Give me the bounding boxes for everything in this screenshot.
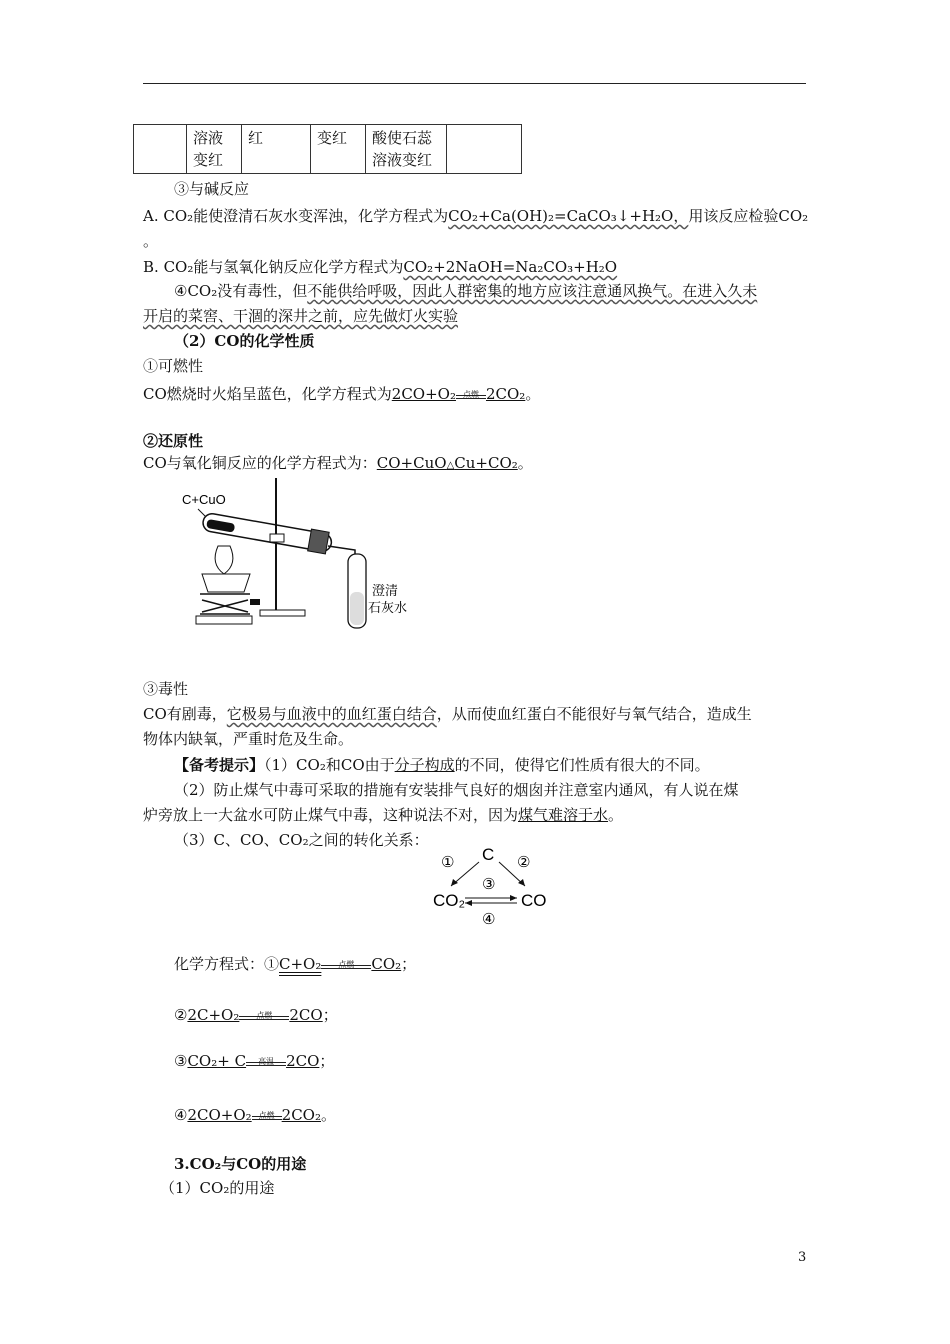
table-cell [447, 125, 522, 174]
lab-jack [200, 594, 250, 614]
table-cell: 变红 [311, 125, 366, 174]
heading-reducibility: ②还原性 [143, 432, 204, 450]
equation-1: 化学方程式：①C+O₂ 点燃 CO₂； [174, 955, 417, 973]
paragraph-toxicity-2: 物体内缺氧，严重时危及生命。 [143, 730, 354, 748]
paragraph-toxicity: CO有剧毒，它极易与血液中的血红蛋白结合，从而使血红蛋白不能很好与氧气结合，造成生 [143, 705, 752, 723]
jack-knob [250, 599, 260, 605]
node-c: C [482, 845, 495, 864]
heading-alkali: ③与碱反应 [174, 180, 250, 198]
tip-3: （3）C、CO、CO₂之间的转化关系： [174, 831, 429, 849]
jack-base [196, 616, 252, 624]
tip-1: 【备考提示】（1）CO₂和CO由于分子构成的不同，使得它们性质有很大的不同。 [174, 756, 710, 774]
label-2: ② [517, 854, 531, 871]
table-cell: 红 [242, 125, 311, 174]
equation-4: ④2CO+O₂ 点燃 2CO₂。 [174, 1106, 337, 1124]
condition-ignite: 点燃 [456, 382, 486, 399]
conversion-diagram [425, 840, 555, 930]
label-3: ③ [482, 876, 496, 893]
heading-toxicity: ③毒性 [143, 680, 189, 698]
header-rule [143, 83, 806, 84]
alcohol-lamp [202, 574, 250, 592]
label-1: ① [441, 854, 455, 871]
equation-naoh: CO₂+2NaOH=Na₂CO₃+H₂O [403, 258, 618, 276]
label-4: ④ [482, 911, 496, 928]
equation-limewater: CO₂+Ca(OH)₂=CaCO₃↓+H₂O， [448, 207, 689, 225]
clamp [270, 534, 284, 542]
paragraph-co2-toxicity: ④CO₂没有毒性，但不能供给呼吸，因此人群密集的地方应该注意通风换气。在进入久未 [174, 282, 758, 300]
equation-3: ③CO₂+ C 高温 2CO； [174, 1052, 335, 1070]
subsection-co2-uses: （1）CO₂的用途 [160, 1179, 275, 1197]
page-number: 3 [798, 1250, 807, 1265]
tip-2-cont: 炉旁放上一大盆水可防止煤气中毒，这种说法不对，因为煤气难溶于水。 [143, 806, 624, 824]
svg-text:澄清: 澄清 [372, 583, 399, 598]
paragraph-combustion: CO燃烧时火焰呈蓝色，化学方程式为2CO+O₂ 点燃 2CO₂。 [143, 382, 540, 404]
node-co2: CO₂ [433, 891, 466, 910]
lamp-flame [215, 546, 233, 574]
limewater [350, 592, 364, 625]
table-cell: 溶液变红 [187, 125, 242, 174]
tip-2: （2）防止煤气中毒可采取的措施有安装排气良好的烟囱并注意室内通风，有人说在煤 [174, 781, 739, 799]
paragraph-b: B. CO₂能与氢氧化钠反应化学方程式为CO₂+2NaOH=Na₂CO₃+H₂O [143, 258, 618, 276]
stand-base [260, 610, 305, 616]
properties-table-fragment [133, 124, 522, 174]
section-title-co: （2）CO的化学性质 [174, 332, 315, 350]
equation-2: ②2C+O₂ 点燃 2CO； [174, 1006, 338, 1024]
paragraph-reduction: CO与氧化铜反应的化学方程式为：CO+CuO△Cu+CO₂。 [143, 454, 533, 472]
paragraph-co2-toxicity-2: 开启的菜窖、干涸的深井之前，应先做灯火实验 [143, 307, 459, 325]
label-reactant: C+CuO [182, 492, 226, 507]
tips-label: 【备考提示】 [174, 756, 265, 774]
table-cell [134, 125, 187, 174]
apparatus-diagram [180, 474, 440, 634]
node-co: CO [521, 891, 547, 910]
paragraph-a-end: 。 [143, 232, 159, 250]
heading-combustibility: ①可燃性 [143, 357, 204, 375]
paragraph-a: A. CO₂能使澄清石灰水变浑浊，化学方程式为CO₂+Ca(OH)₂=CaCO₃↓+H₂O，用该反应检验CO₂ [143, 207, 809, 225]
table-cell: 酸使石蕊溶液变红 [366, 125, 447, 174]
svg-text:石灰水: 石灰水 [368, 600, 408, 615]
section-title-uses: 3.CO₂与CO的用途 [174, 1155, 307, 1173]
